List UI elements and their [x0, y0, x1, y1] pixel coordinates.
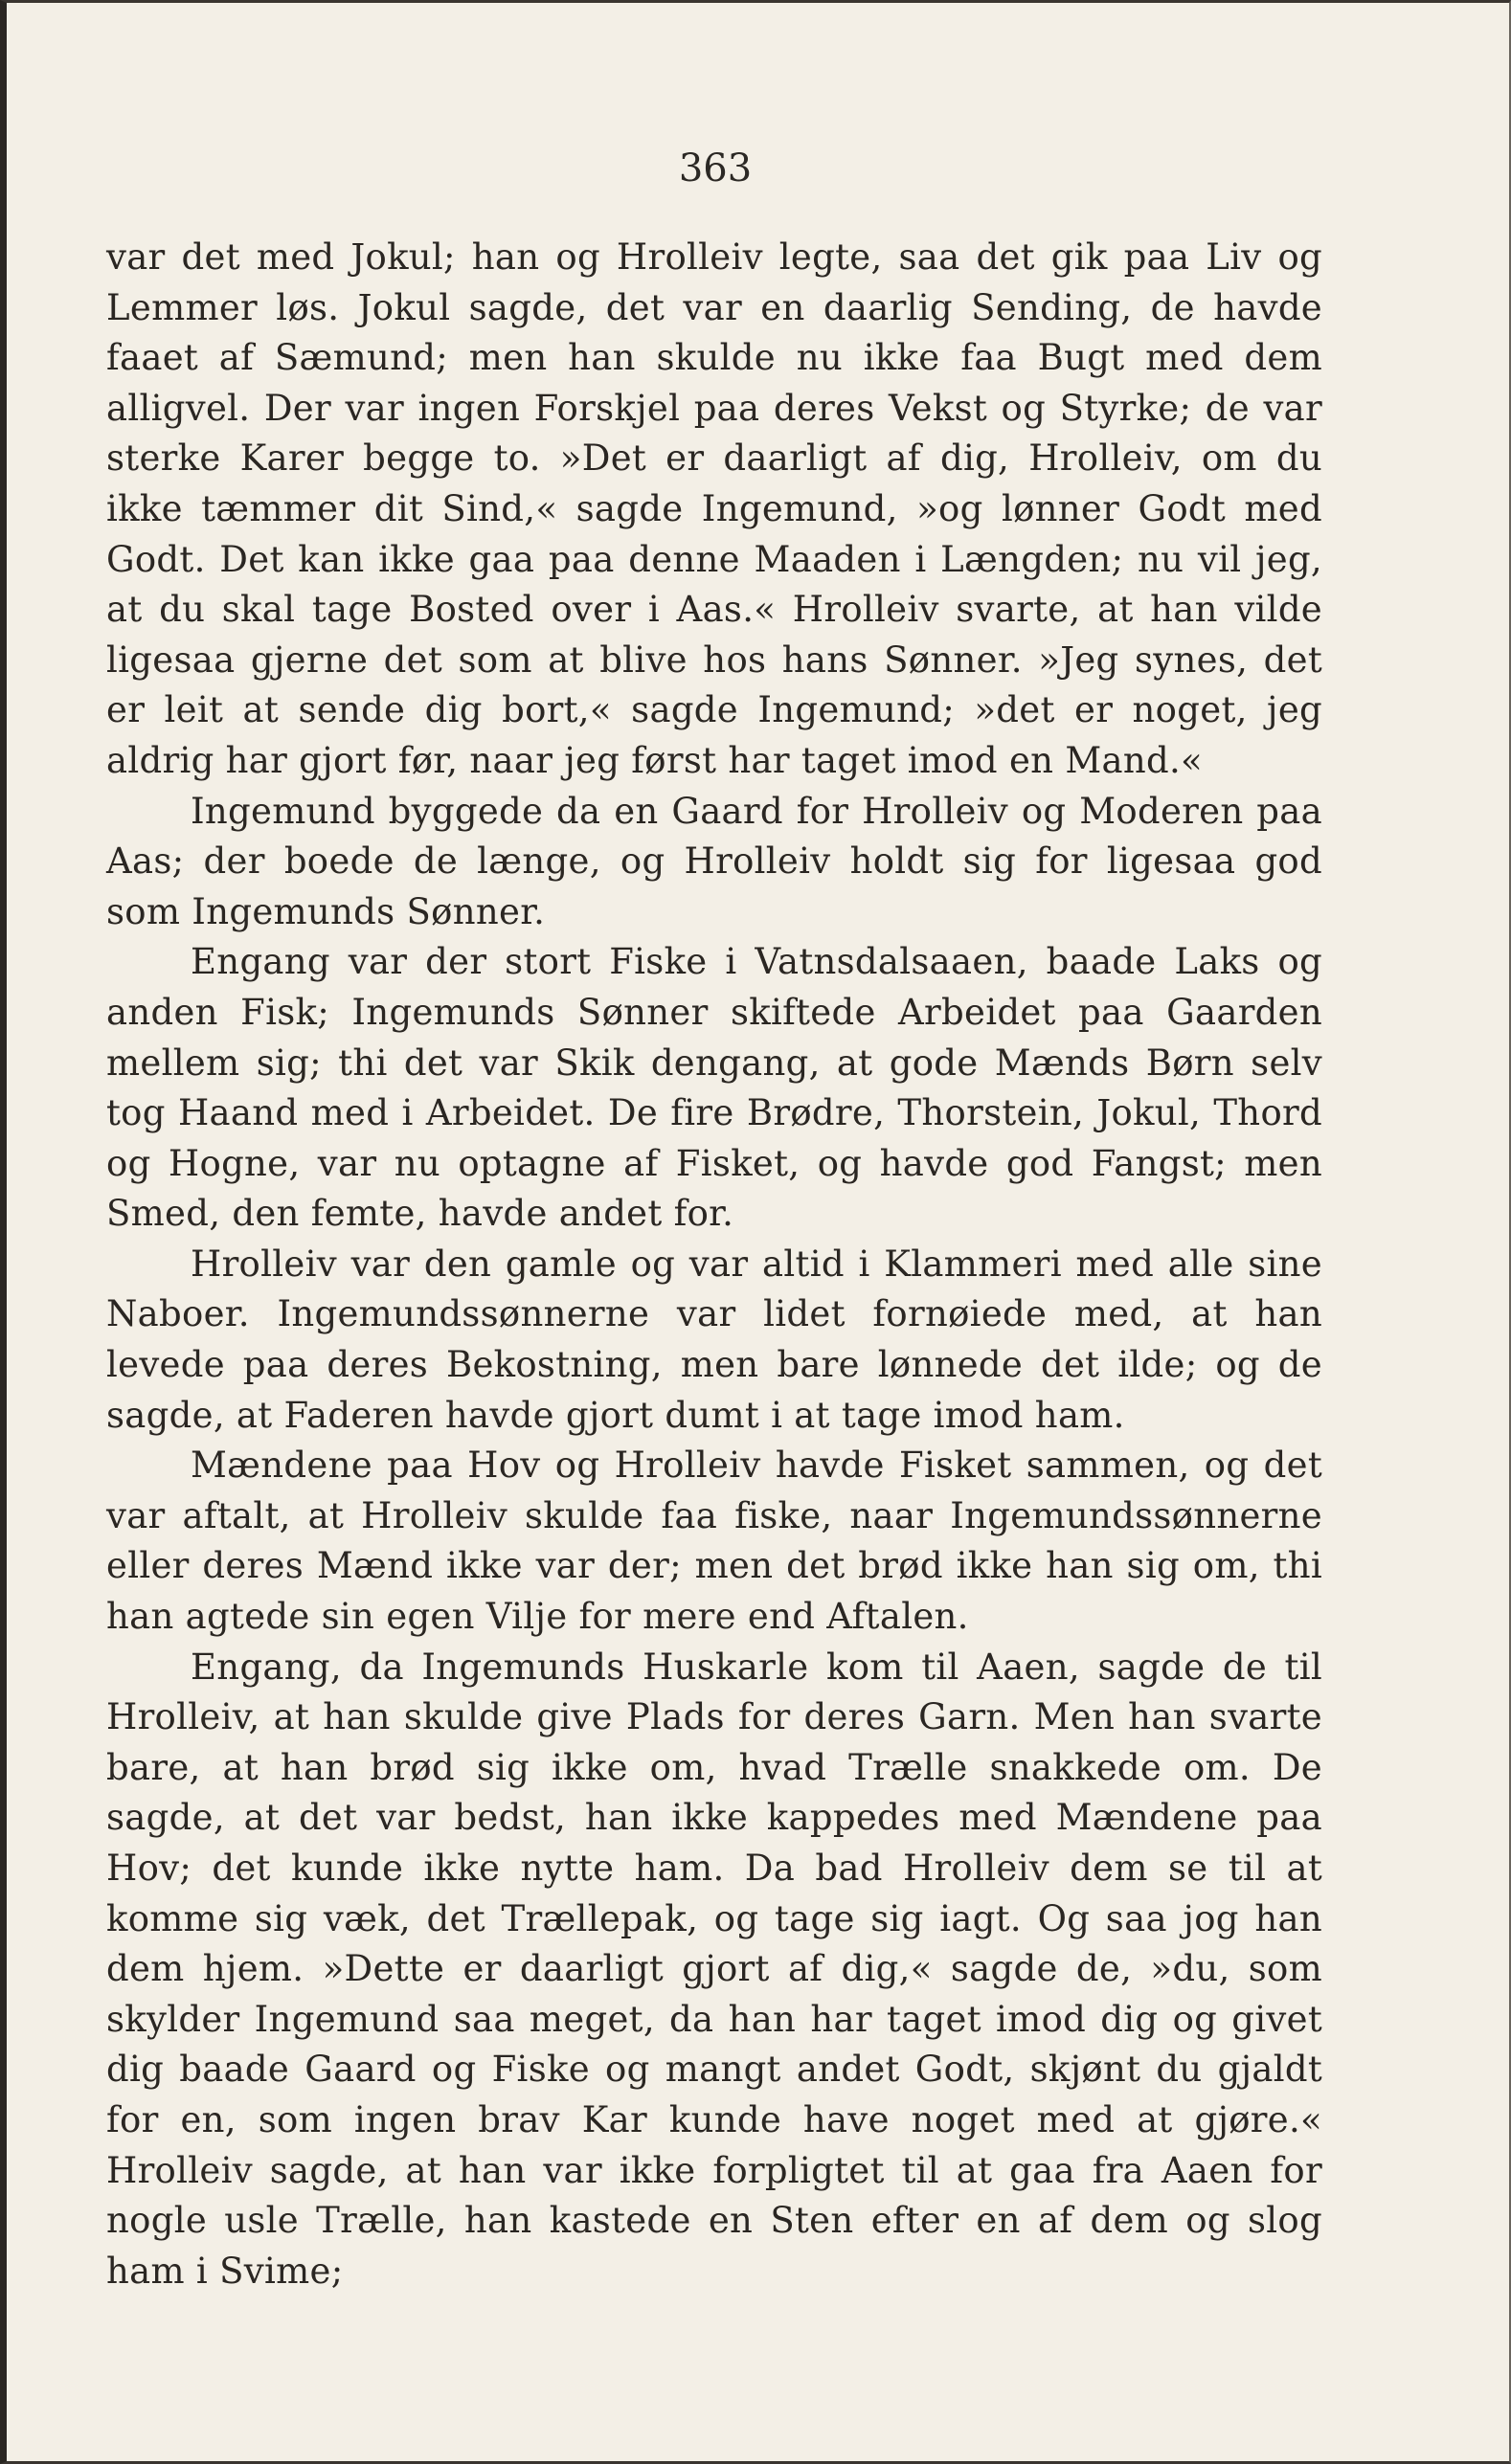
paragraph-6: Engang, da Ingemunds Huskarle kom til Aaen, sagde de til Hrolleiv, at han skulde give Plads for deres Garn. Men han svarte bare, at han brød sig ikke om, hvad Trælle snakkede om. De sagde, at det var bedst, han ikke kappedes med Mændene paa Hov; det kunde ikke nytte ham. Da bad Hrolleiv dem se til at komme sig væk, det Trællepak, og tage sig iagt. Og saa jog han dem hjem. »Dette er daarligt gjort af dig,« sagde de, »du, som skylder Ingemund saa meget, da han har taget imod dig og givet dig baade Gaard og Fiske og mangt andet Godt, skjønt du gjaldt for en, som ingen brav Kar kunde have noget med at gjøre.« Hrolleiv sagde, at han var ikke forpligtet til at gaa fra Aaen for nogle usle Trælle, han kastede en Sten efter en af dem og slog ham i Svime; [106, 1646, 1322, 2292]
paragraph-5: Mændene paa Hov og Hrolleiv havde Fisket sammen, og det var aftalt, at Hrolleiv skulde faa fiske, naar Ingemundssønnerne eller deres Mænd ikke var der; men det brød ikke han sig om, thi han agtede sin egen Vilje for mere end Aftalen. [106, 1445, 1322, 1638]
paragraph-4: Hrolleiv var den gamle og var altid i Klammeri med alle sine Naboer. Ingemundssønnerne var lidet fornøiede med, at han levede paa deres Bekostning, men bare lønnede det ilde; og de sagde, at Faderen havde gjort dumt i at tage imod ham. [106, 1243, 1322, 1436]
page-number: 363 [678, 146, 753, 190]
paragraph-1: var det med Jokul; han og Hrolleiv legte, saa det gik paa Liv og Lemmer løs. Jokul sagde, det var en daarlig Sending, de havde faaet af Sæmund; men han skulde nu ikke faa Bugt med dem alligvel. Der var ingen Forskjel paa deres Vekst og Styrke; de var sterke Karer begge to. »Det er daarligt af dig, Hrolleiv, om du ikke tæmmer dit Sind,« sagde Ingemund, »og lønner Godt med Godt. Det kan ikke gaa paa denne Maaden i Længden; nu vil jeg, at du skal tage Bosted over i Aas.« Hrolleiv svarte, at han vilde ligesaa gjerne det som at blive hos hans Sønner. »Jeg synes, det er leit at sende dig bort,« sagde Ingemund; »det er noget, jeg aldrig har gjort før, naar jeg først har taget imod en Mand.« [106, 236, 1322, 781]
paragraph-2: Ingemund byggede da en Gaard for Hrolleiv og Moderen paa Aas; der boede de længe, og Hrolleiv holdt sig for ligesaa god som Ingemunds Sønner. [106, 790, 1322, 932]
paragraph-3: Engang var der stort Fiske i Vatnsdalsaaen, baade Laks og anden Fisk; Ingemunds Sønner skiftede Arbeidet paa Gaarden mellem sig; thi det var Skik dengang, at gode Mænds Børn selv tog Haand med i Arbeidet. De fire Brødre, Thorstein, Jokul, Thord og Hogne, var nu optagne af Fisket, og havde god Fangst; men Smed, den femte, havde andet for. [106, 941, 1322, 1235]
body-text [106, 233, 1322, 2296]
